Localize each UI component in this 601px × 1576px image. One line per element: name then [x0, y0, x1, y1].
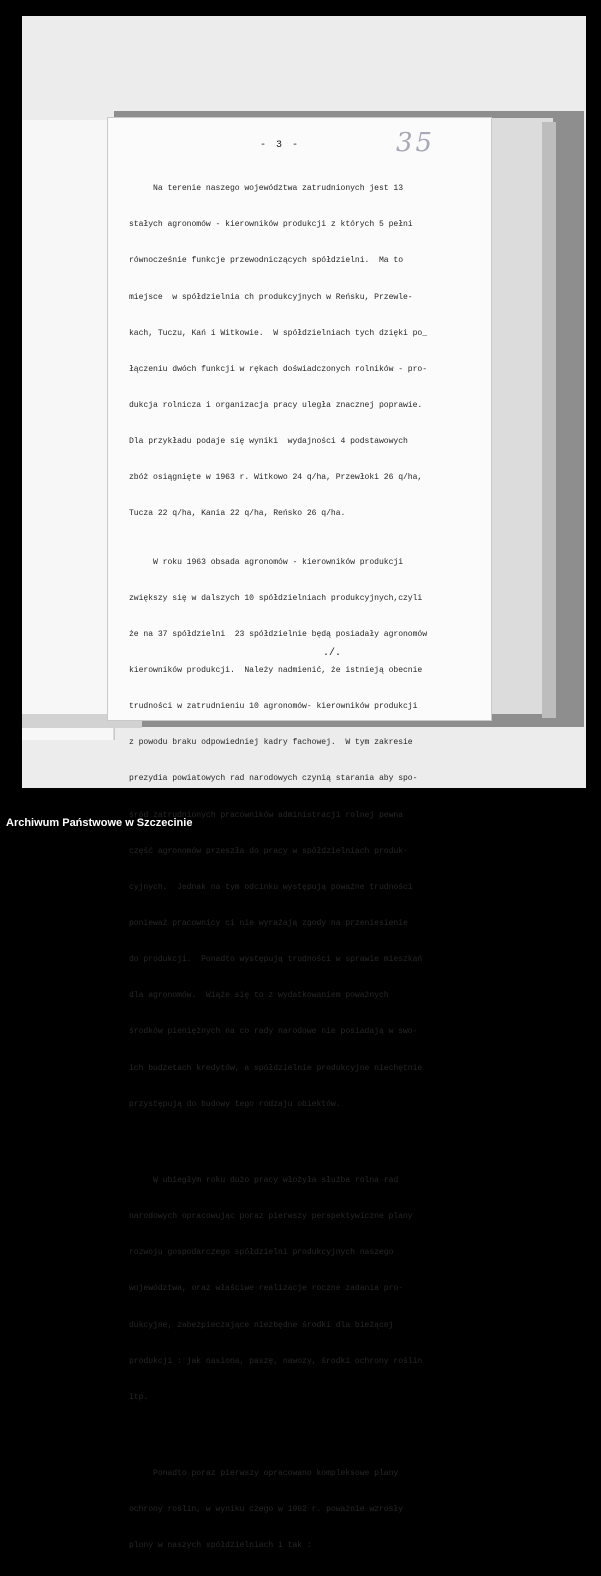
paragraph-line: do produkcji. Ponadto występują trudności w sprawie mieszkań	[129, 955, 423, 965]
page-number: - 3 -	[260, 140, 301, 151]
paragraph-line: cyjnych. Jednak na tym odcinku występują poważne trudności	[129, 882, 413, 892]
paragraph-gap	[129, 1147, 489, 1151]
paragraph-line: województwa, oraz właściwe realizacje roczne zadania pro-	[129, 1284, 404, 1294]
paragraph-line: ponieważ pracownicy ci nie wyrażają zgody na przeniesienie	[129, 918, 408, 928]
paragraph-line: ochrony roślin, w wyniku czego w 1962 r. poważnie wzrosły	[129, 1505, 404, 1515]
paragraph-line: plony w naszych spółdzielniach i tak :	[129, 1541, 312, 1551]
paragraph-line: kierowników produkcji. Należy nadmienić, że istnieją obecnie	[129, 665, 423, 675]
paragraph-line: środków pieniężnych na co rady narodowe nie posiadają w swo-	[129, 1027, 418, 1037]
continuation-mark: ./.	[323, 648, 342, 659]
paragraph-line: Ponadto poraz pierwszy opracowano kompleksowe plany	[129, 1469, 399, 1479]
right-card-edge	[542, 122, 556, 718]
paragraph-line: kach, Tuczu, Kań i Witkowie. W spółdzielniach tych dzięki po_	[129, 328, 428, 338]
paragraph-line: że na 37 spółdzielni 23 spółdzielnie będą posiadały agronomów	[129, 629, 428, 639]
paragraph-line: Tucza 22 q/ha, Kania 22 q/ha, Reńsko 26 q/ha.	[129, 509, 346, 519]
paragraph-line: z powodu braku odpowiedniej kadry fachowej. W tym zakresie	[129, 738, 413, 748]
paragraph-line: dukcja rolnicza i organizacja pracy uległa znacznej poprawie.	[129, 400, 423, 410]
paragraph-line: łączeniu dwóch funkcji w rękach doświadczonych rolników - pro-	[129, 364, 428, 374]
paragraph-gap	[129, 1440, 489, 1444]
paragraph-line: Dla przykładu podaje się wyniki wydajności 4 podstawowych	[129, 437, 408, 447]
paragraph-line: prezydia powiatowych rad narodowych czynią starania aby spo-	[129, 774, 418, 784]
paragraph-line: Na terenie naszego województwa zatrudnionych jest 13	[129, 184, 404, 194]
paragraph-line: zwiększy się w dalszych 10 spółdzielniach produkcyjnych,czyli	[129, 593, 423, 603]
paragraph-line: ich budżetach kredytów, a spółdzielnie produkcyjne niechętnie	[129, 1063, 423, 1073]
archive-footer-label: Archiwum Państwowe w Szczecinie	[6, 817, 193, 829]
handwritten-page-note: 35	[396, 128, 436, 158]
paragraph-line: zbóż osiągnięte w 1963 r. Witkowo 24 q/ha, Przewłoki 26 q/ha,	[129, 473, 423, 483]
paragraph-line: itp.	[129, 1392, 149, 1402]
paragraph-line: W ubiegłym roku dużo pracy włożyła służba rolna rad	[129, 1175, 399, 1185]
paragraph-line: rozwoju gospodarczego spółdzielni produkcyjnych naszego	[129, 1248, 394, 1258]
paragraph-line: stałych agronomów - kierowników produkcji z których 5 pełni	[129, 220, 413, 230]
folder-cover-left	[22, 120, 115, 740]
paragraph-line: trudności w zatrudnieniu 10 agronomów- kierowników produkcji	[129, 702, 418, 712]
paragraph-line: część agronomów przeszła do pracy w spółdzielniach produk-	[129, 846, 408, 856]
document-body	[129, 159, 489, 1576]
paragraph-line: dla agronomów. Wiąże się to z wydatkowaniem poważnych	[129, 991, 389, 1001]
paragraph-line: równocześnie funkcje przewodniczących spółdzielni. Ma to	[129, 256, 404, 266]
paragraph-line: miejsce w spółdzielnia ch produkcyjnych w Reńsku, Przewle-	[129, 292, 413, 302]
paragraph-line: produkcji : jak nasiona, paszę, nawozy, środki ochrony roślin	[129, 1356, 423, 1366]
paragraph-line: dukcyjne, zabezpieczające niezbędne środki dla bieżącej	[129, 1320, 394, 1330]
paragraph-line: przystępują do budowy tego rodzaju obiektów.	[129, 1099, 341, 1109]
document-page	[108, 118, 491, 1551]
paragraph-line: W roku 1963 obsada agronomów - kierowników produkcji	[129, 557, 404, 567]
paragraph-line: narodowych opracowując poraz pierwszy perspektywiczne plany	[129, 1212, 413, 1222]
paragraph-line: śród zatrudnionych pracowników administracji rolnej pewna	[129, 810, 404, 820]
